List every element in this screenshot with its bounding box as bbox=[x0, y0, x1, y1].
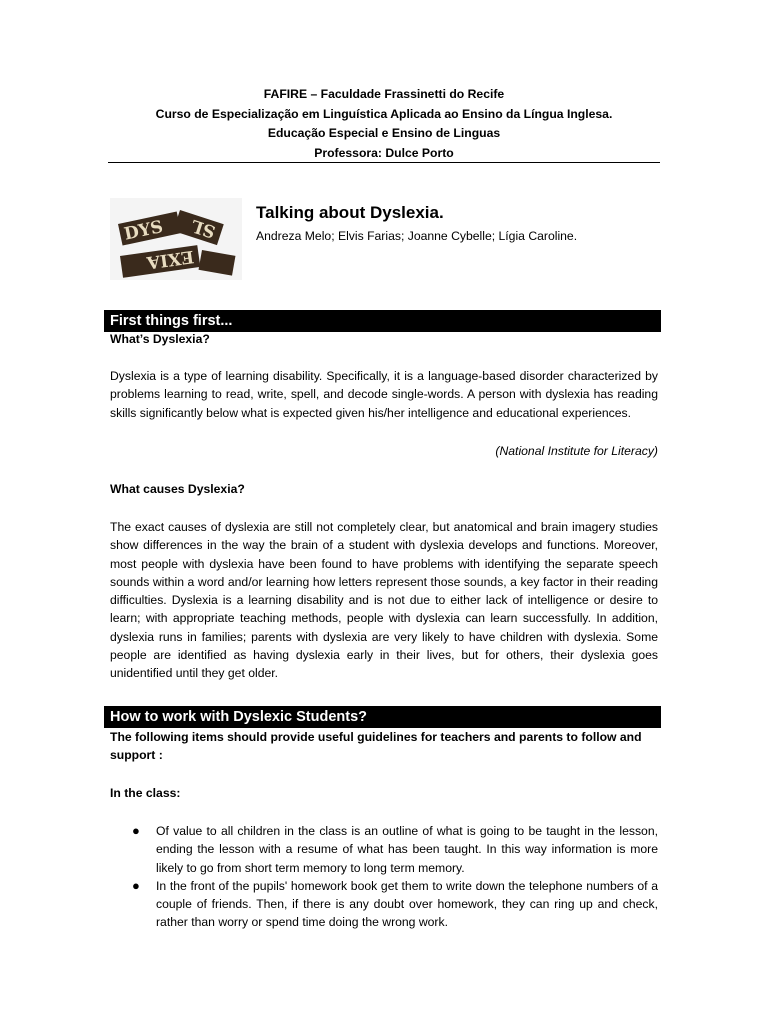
document-title: Talking about Dyslexia. bbox=[256, 203, 444, 222]
guidelines-intro: The following items should provide useful guidelines for teachers and parents to follow and support : bbox=[110, 730, 642, 763]
paragraph-causes: The exact causes of dyslexia are still not completely clear, but anatomical and brain imagery studies show differences in the way the brain of a student with dyslexia develops and functions. Moreover, most people with dyslexia have been found to have problems with identifying the separate speech sounds within a word and/or learning how letters represent those sounds, a key factor in their reading difficulties. Dyslexia is a learning disability and is not due to either lack of intelligence or desire to learn; with appropriate teaching methods, people with dyslexia can learn successfully. In addition, dyslexia runs in families; parents with dyslexia are very likely to have children with dyslexia. Some people are identified as having dyslexia early in their lives, but for others, their dyslexia goes unidentified until they get older. bbox=[110, 520, 658, 681]
question-whats-dyslexia: What’s Dyslexia? bbox=[110, 332, 210, 346]
header-divider bbox=[108, 162, 660, 163]
list-item bbox=[110, 822, 658, 877]
bullet-icon: ● bbox=[132, 877, 140, 893]
question-what-causes: What causes Dyslexia? bbox=[110, 482, 245, 496]
svg-text:DYS: DYS bbox=[122, 216, 165, 245]
subheading-in-the-class: In the class: bbox=[110, 786, 181, 800]
svg-text:EXIA: EXIA bbox=[145, 245, 196, 273]
section-heading-how-to-work: How to work with Dyslexic Students? bbox=[104, 706, 661, 728]
svg-text:SL: SL bbox=[188, 214, 219, 242]
paragraph-definition: Dyslexia is a type of learning disability. Specifically, it is a language-based disorder characterized by problems learning to read, write, spell, and decode single-words. A person with dyslexia has reading skills significantly below what is expected given his/her intelligence and educational experiences. bbox=[110, 369, 658, 420]
authors-line: Andreza Melo; Elvis Farias; Joanne Cybelle; Lígia Caroline. bbox=[256, 229, 578, 243]
citation: (National Institute for Literacy) bbox=[495, 444, 658, 458]
header-line-professor: Professora: Dulce Porto bbox=[314, 145, 454, 160]
list-item bbox=[110, 877, 658, 932]
section-heading-first-things: First things first... bbox=[104, 310, 661, 332]
header-line-institution: FAFIRE – Faculdade Frassinetti do Recife bbox=[263, 87, 505, 101]
bullet-icon: ● bbox=[132, 823, 140, 838]
guidelines-list bbox=[110, 822, 658, 932]
dyslexia-letter-blocks-icon bbox=[110, 198, 242, 280]
header-line-course: Curso de Especialização em Linguística Aplicada ao Ensino da Língua Inglesa. bbox=[155, 106, 613, 121]
list-item-text: Of value to all children in the class is an outline of what is going to be taught in the lesson, ending the lesson with a resume of what has been taught. In this way information is more likely to go from short term memory to long term memory. bbox=[156, 824, 658, 875]
institution-header bbox=[108, 85, 660, 163]
header-line-subject: Educação Especial e Ensino de Linguas bbox=[267, 126, 501, 140]
list-item-text: In the front of the pupils' homework book get them to write down the telephone numbers of a couple of friends. Then, if there is any doubt over homework, they can ring up and check, rather than worry or spend time doing the wrong work. bbox=[156, 878, 658, 930]
